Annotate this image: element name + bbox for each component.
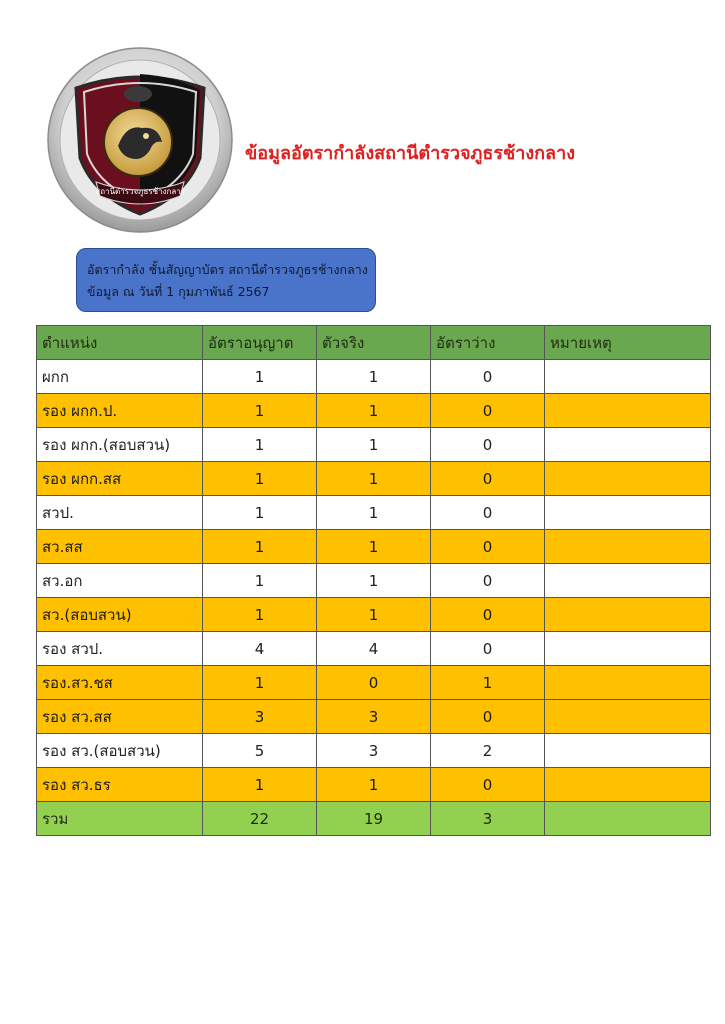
- cell-position: รอง สว.ธร: [37, 768, 203, 802]
- table-row: [37, 768, 711, 802]
- table-row: [37, 632, 711, 666]
- cell-actual: 1: [317, 462, 431, 496]
- cell-note: [545, 428, 711, 462]
- cell-note: [545, 734, 711, 768]
- cell-vacant: 0: [431, 394, 545, 428]
- cell-allowed: 1: [203, 768, 317, 802]
- cell-vacant: 0: [431, 564, 545, 598]
- table-row: [37, 394, 711, 428]
- info-box: [76, 248, 376, 312]
- cell-vacant: 0: [431, 496, 545, 530]
- cell-vacant: 2: [431, 734, 545, 768]
- cell-note: [545, 360, 711, 394]
- col-header-position: ตำแหน่ง: [37, 326, 203, 360]
- cell-position: รอง.สว.ชส: [37, 666, 203, 700]
- cell-total-label: รวม: [37, 802, 203, 836]
- table-row: [37, 564, 711, 598]
- cell-allowed: 3: [203, 700, 317, 734]
- table-row: [37, 428, 711, 462]
- cell-allowed: 1: [203, 360, 317, 394]
- cell-actual: 1: [317, 394, 431, 428]
- cell-note: [545, 394, 711, 428]
- cell-note: [545, 462, 711, 496]
- cell-note: [545, 700, 711, 734]
- table-header-row: [37, 326, 711, 360]
- cell-actual: 4: [317, 632, 431, 666]
- cell-position: รอง ผกก.ป.: [37, 394, 203, 428]
- cell-total-allowed: 22: [203, 802, 317, 836]
- cell-allowed: 1: [203, 666, 317, 700]
- cell-note: [545, 768, 711, 802]
- cell-position: สว.(สอบสวน): [37, 598, 203, 632]
- cell-vacant: 0: [431, 360, 545, 394]
- logo-text: สถานีตำรวจภูธรช้างกลาง: [95, 187, 185, 196]
- table-row: [37, 360, 711, 394]
- cell-actual: 3: [317, 734, 431, 768]
- cell-position: รอง สว.สส: [37, 700, 203, 734]
- cell-allowed: 1: [203, 564, 317, 598]
- cell-vacant: 0: [431, 632, 545, 666]
- cell-position: รอง ผกก.สส: [37, 462, 203, 496]
- cell-note: [545, 564, 711, 598]
- police-station-emblem-icon: [46, 46, 234, 234]
- cell-allowed: 1: [203, 428, 317, 462]
- col-header-vacant: อัตราว่าง: [431, 326, 545, 360]
- cell-allowed: 1: [203, 598, 317, 632]
- cell-actual: 1: [317, 360, 431, 394]
- cell-actual: 1: [317, 496, 431, 530]
- cell-actual: 1: [317, 564, 431, 598]
- cell-position: สว.อก: [37, 564, 203, 598]
- cell-actual: 1: [317, 768, 431, 802]
- cell-allowed: 1: [203, 496, 317, 530]
- table-row: [37, 530, 711, 564]
- cell-allowed: 1: [203, 394, 317, 428]
- cell-total-vacant: 3: [431, 802, 545, 836]
- cell-vacant: 0: [431, 700, 545, 734]
- cell-allowed: 1: [203, 462, 317, 496]
- cell-actual: 1: [317, 598, 431, 632]
- cell-total-note: [545, 802, 711, 836]
- cell-vacant: 0: [431, 768, 545, 802]
- cell-note: [545, 632, 711, 666]
- cell-vacant: 0: [431, 428, 545, 462]
- cell-position: รอง สวป.: [37, 632, 203, 666]
- table-row: [37, 734, 711, 768]
- cell-actual: 1: [317, 428, 431, 462]
- info-line-1: อัตรากำลัง ชั้นสัญญาบัตร สถานีตำรวจภูธรช้างกลาง: [87, 262, 368, 277]
- staffing-table: [36, 325, 711, 836]
- cell-allowed: 4: [203, 632, 317, 666]
- table-row: [37, 598, 711, 632]
- table-row: [37, 496, 711, 530]
- table-row: [37, 700, 711, 734]
- table-row: [37, 462, 711, 496]
- cell-position: รอง ผกก.(สอบสวน): [37, 428, 203, 462]
- cell-vacant: 0: [431, 598, 545, 632]
- cell-actual: 1: [317, 530, 431, 564]
- cell-allowed: 5: [203, 734, 317, 768]
- col-header-actual: ตัวจริง: [317, 326, 431, 360]
- cell-position: ผกก: [37, 360, 203, 394]
- cell-actual: 0: [317, 666, 431, 700]
- cell-position: สว.สส: [37, 530, 203, 564]
- cell-note: [545, 496, 711, 530]
- cell-vacant: 1: [431, 666, 545, 700]
- page-title: ข้อมูลอัตรากำลังสถานีตำรวจภูธรช้างกลาง: [245, 143, 575, 164]
- info-line-2: ข้อมูล ณ วันที่ 1 กุมภาพันธ์ 2567: [87, 284, 270, 299]
- cell-vacant: 0: [431, 462, 545, 496]
- cell-actual: 3: [317, 700, 431, 734]
- col-header-allowed: อัตราอนุญาต: [203, 326, 317, 360]
- cell-note: [545, 530, 711, 564]
- cell-note: [545, 666, 711, 700]
- cell-allowed: 1: [203, 530, 317, 564]
- table-total-row: [37, 802, 711, 836]
- cell-total-actual: 19: [317, 802, 431, 836]
- cell-position: สวป.: [37, 496, 203, 530]
- cell-position: รอง สว.(สอบสวน): [37, 734, 203, 768]
- cell-note: [545, 598, 711, 632]
- table-row: [37, 666, 711, 700]
- cell-vacant: 0: [431, 530, 545, 564]
- col-header-note: หมายเหตุ: [545, 326, 711, 360]
